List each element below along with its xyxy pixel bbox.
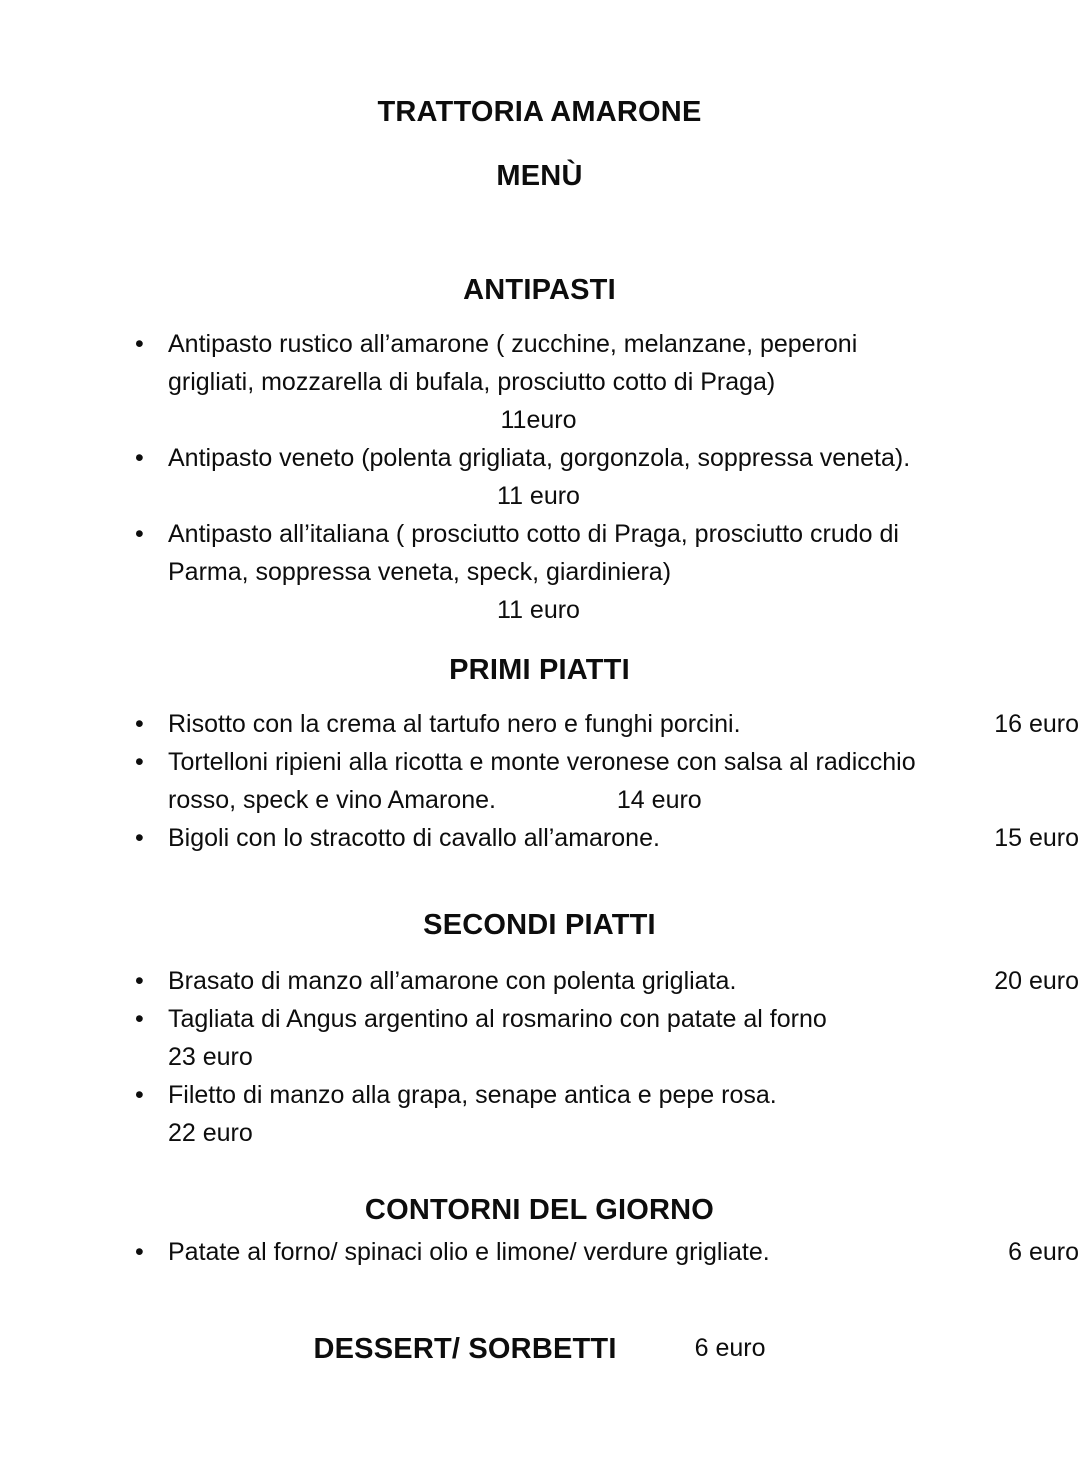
item-description: Brasato di manzo all’amarone con polenta grigliata.	[168, 967, 737, 995]
menu-item	[0, 743, 1079, 819]
menu-item	[0, 962, 1079, 1000]
item-description: Antipasto veneto (polenta grigliata, gorgonzola, soppressa veneta).	[168, 444, 911, 472]
spacer	[0, 1152, 1079, 1194]
item-description: Antipasto all’italiana ( prosciutto cotto di Praga, prosciutto crudo di Parma, soppressa veneta, speck, giardiniera)	[168, 520, 899, 586]
item-list-secondi-piatti	[0, 962, 1079, 1152]
section-primi-piatti	[0, 629, 1079, 857]
item-description: Tortelloni ripieni alla ricotta e monte veronese con salsa al radicchio rosso, speck e vino Amarone.	[168, 748, 916, 814]
item-price: • 20 euro	[994, 967, 1079, 995]
menu-item	[0, 325, 1079, 439]
section-heading-antipasti: ANTIPASTI	[463, 274, 616, 306]
item-price: 22 euro	[168, 1119, 253, 1147]
item-list-antipasti	[0, 325, 1079, 629]
menu-sections	[0, 274, 1079, 1366]
section-contorni-del-giorno	[0, 1152, 1079, 1271]
menu-word: MENÙ	[496, 160, 583, 192]
menu-item	[0, 515, 1079, 629]
item-description: Filetto di manzo alla grapa, senape antica e pepe rosa.	[168, 1081, 777, 1109]
menu-item	[0, 1000, 1079, 1076]
dessert-price: 6 euro	[694, 1334, 766, 1362]
item-price: 14 euro	[616, 786, 702, 814]
item-price: 23 euro	[168, 1043, 253, 1071]
section-heading-secondi-piatti: SECONDI PIATTI	[423, 909, 656, 941]
item-price: • 16 euro	[994, 710, 1079, 738]
restaurant-name: TRATTORIA AMARONE	[377, 96, 702, 128]
spacer	[0, 629, 1079, 654]
item-price: • 6 euro	[1008, 1238, 1079, 1266]
item-price: • 15 euro	[994, 824, 1079, 852]
item-list-contorni	[0, 1233, 1079, 1271]
spacer	[0, 687, 1079, 705]
menu-item	[0, 1233, 1079, 1271]
item-price: 11euro	[500, 406, 577, 434]
menu-item	[0, 439, 1079, 515]
item-description: Bigoli con lo stracotto di cavallo all’amarone.	[168, 824, 660, 852]
section-antipasti	[0, 274, 1079, 629]
section-heading-contorni-del-giorno: CONTORNI DEL GIORNO	[364, 1194, 715, 1226]
spacer	[0, 857, 1079, 909]
spacer	[0, 307, 1079, 325]
section-heading-primi-piatti: PRIMI PIATTI	[449, 654, 630, 686]
section-dessert-sorbetti	[0, 1333, 1079, 1366]
section-heading-dessert-sorbetti: DESSERT/ SORBETTI	[313, 1333, 617, 1365]
item-description: Patate al forno/ spinaci olio e limone/ verdure grigliate.	[168, 1238, 770, 1266]
menu-item	[0, 1076, 1079, 1152]
item-description: Tagliata di Angus argentino al rosmarino con patate al forno	[168, 1005, 827, 1033]
spacer	[0, 942, 1079, 962]
section-secondi-piatti	[0, 857, 1079, 1152]
menu-title-block	[0, 96, 1079, 193]
item-description: Antipasto rustico all’amarone ( zucchine, melanzane, peperoni grigliati, mozzarella di bufala, prosciutto cotto di Praga)	[168, 330, 858, 396]
item-description: Risotto con la crema al tartufo nero e funghi porcini.	[168, 710, 741, 738]
item-price: 11 euro	[497, 596, 580, 624]
item-list-primi-piatti	[0, 705, 1079, 857]
menu-item	[0, 705, 1079, 743]
menu-item	[0, 819, 1079, 857]
item-price: 11 euro	[497, 482, 580, 510]
